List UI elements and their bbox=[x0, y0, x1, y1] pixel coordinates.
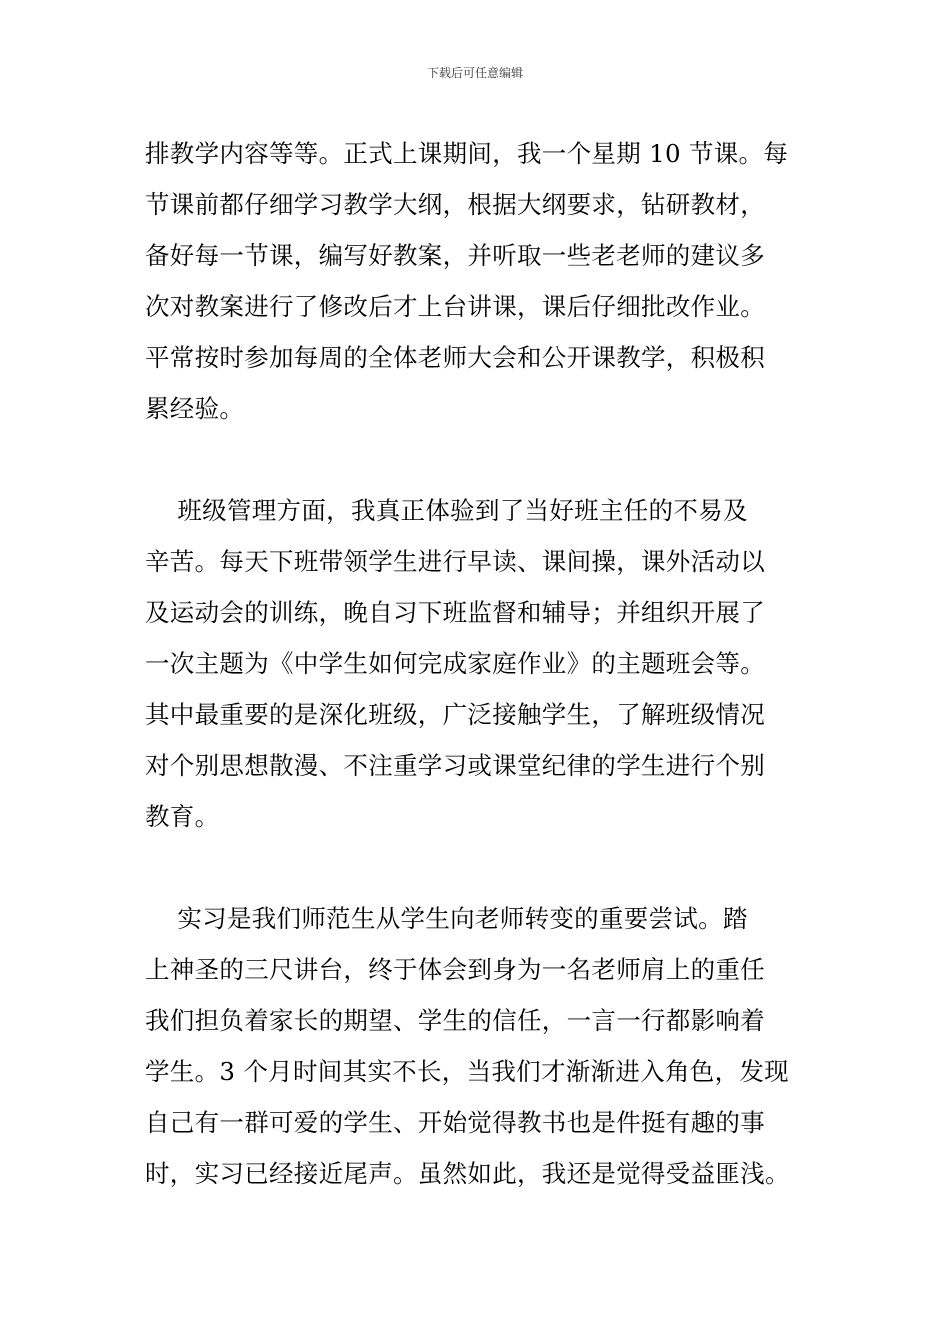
text-line: 排教学内容等等。正式上课期间，我一个星期 10 节课。每 bbox=[145, 139, 789, 168]
document-body bbox=[145, 128, 805, 1199]
paragraph-spacer bbox=[145, 434, 805, 485]
paragraph-spacer bbox=[145, 842, 805, 893]
text-line: 学生。3 个月时间其实不长，当我们才渐渐进入角色，发现 bbox=[145, 1057, 789, 1086]
text-line: 次对教案进行了修改后才上台讲课，课后仔细批改作业。 bbox=[145, 292, 765, 321]
text-line: 其中最重要的是深化班级，广泛接触学生，了解班级情况 bbox=[145, 700, 765, 729]
paragraph-class-management bbox=[145, 485, 805, 842]
text-line: 平常按时参加每周的全体老师大会和公开课教学，积极积 bbox=[145, 343, 765, 372]
text-line: 时，实习已经接近尾声。虽然如此，我还是觉得受益匪浅。 bbox=[145, 1159, 790, 1188]
text-line: 节课前都仔细学习教学大纲，根据大纲要求，钻研教材， bbox=[145, 190, 765, 219]
text-line: 及运动会的训练，晚自习下班监督和辅导；并组织开展了 bbox=[145, 598, 765, 627]
page-header: 下载后可任意编辑 bbox=[426, 66, 523, 80]
text-line: 一次主题为《中学生如何完成家庭作业》的主题班会等。 bbox=[145, 649, 765, 678]
text-line: 实习是我们师范生从学生向老师转变的重要尝试。踏 bbox=[145, 904, 748, 933]
text-line: 教育。 bbox=[145, 802, 220, 831]
text-line: 我们担负着家长的期望、学生的信任，一言一行都影响着 bbox=[145, 1006, 765, 1035]
text-line: 班级管理方面，我真正体验到了当好班主任的不易及 bbox=[145, 496, 748, 525]
text-line: 辛苦。每天下班带领学生进行早读、课间操，课外活动以 bbox=[145, 547, 765, 576]
paragraph-internship-reflection bbox=[145, 893, 805, 1199]
text-line: 累经验。 bbox=[145, 394, 245, 423]
text-line: 上神圣的三尺讲台，终于体会到身为一名老师肩上的重任 bbox=[145, 955, 765, 984]
text-line: 自己有一群可爱的学生、开始觉得教书也是件挺有趣的事 bbox=[145, 1108, 765, 1137]
text-line: 对个别思想散漫、不注重学习或课堂纪律的学生进行个别 bbox=[145, 751, 765, 780]
text-line: 备好每一节课，编写好教案，并听取一些老老师的建议多 bbox=[145, 241, 765, 270]
paragraph-teaching bbox=[145, 128, 805, 434]
